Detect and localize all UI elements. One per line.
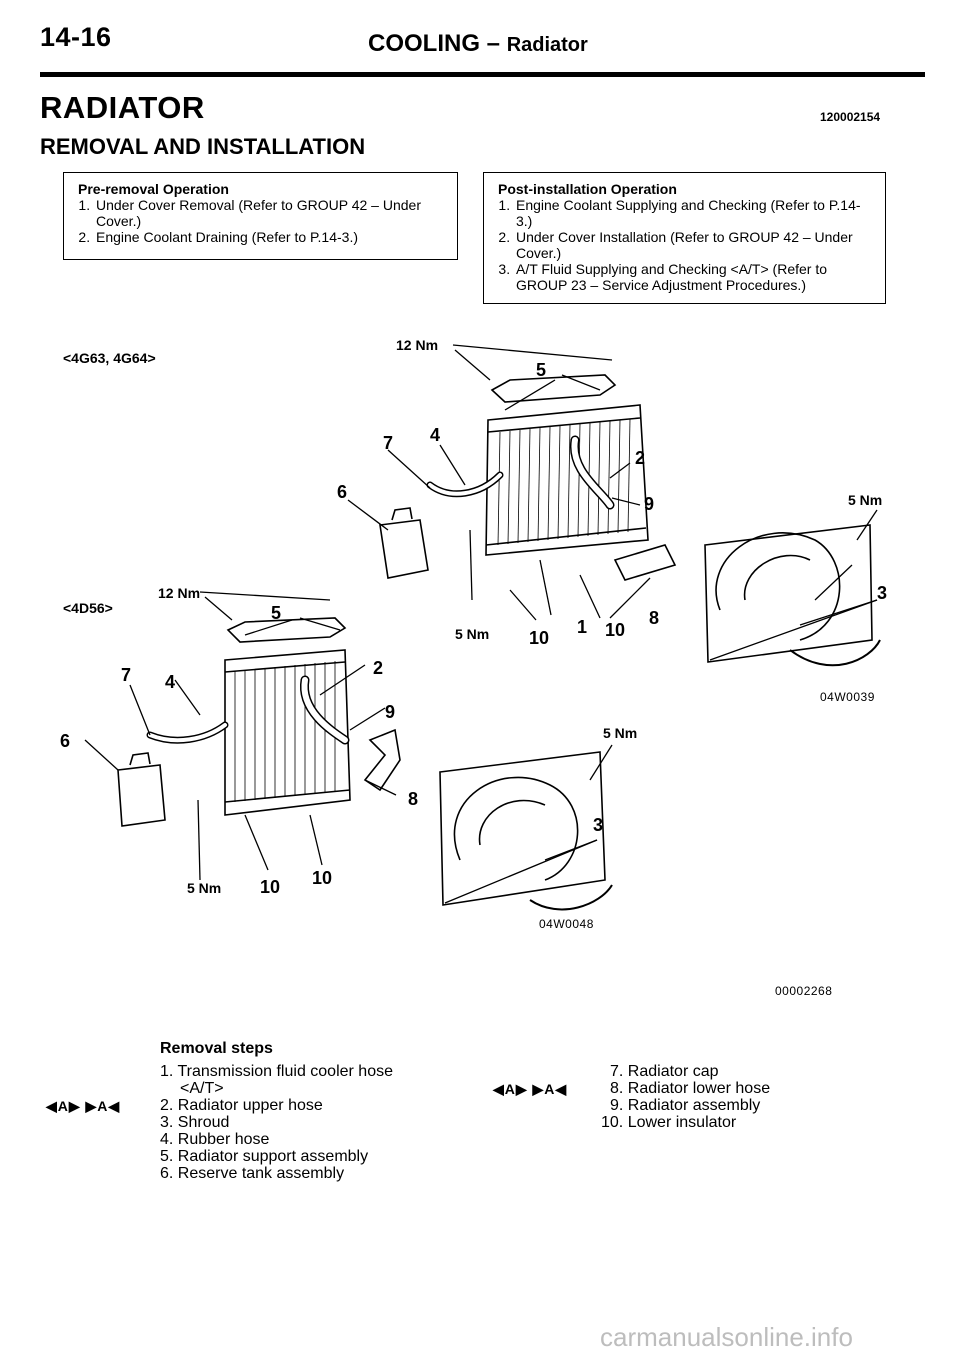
torque-label: 5 Nm xyxy=(848,492,883,508)
page-number: 14-16 xyxy=(40,22,112,52)
torque-label: 12 Nm xyxy=(396,337,439,353)
pre-removal-item: 2. Engine Coolant Draining (Refer to P.14-3.) xyxy=(94,229,447,245)
removal-step-item: 9. Radiator assembly xyxy=(610,1097,761,1114)
figure-code: 00002268 xyxy=(775,984,833,998)
removal-step-item: 6. Reserve tank assembly xyxy=(160,1165,345,1182)
callout-8: 8 xyxy=(649,608,660,628)
removal-steps-column-2 xyxy=(601,1063,771,1131)
removal-step-item: 8. Radiator lower hose xyxy=(610,1080,771,1097)
callout-2: 2 xyxy=(373,658,384,678)
post-installation-item: 3. A/T Fluid Supplying and Checking <A/T> (Refer to GROUP 23 – Service Adjustment Procedures.) xyxy=(514,261,875,293)
callout-10: 10 xyxy=(529,628,550,648)
header-title-main: COOLING – xyxy=(368,30,507,57)
callout-1: 1 xyxy=(577,617,588,637)
removal-step-item: 3. Shroud xyxy=(160,1114,230,1131)
torque-label: 5 Nm xyxy=(603,725,638,741)
callout-7: 7 xyxy=(121,665,132,685)
removal-step-item: 4. Rubber hose xyxy=(160,1131,270,1148)
callout-10: 10 xyxy=(605,620,626,640)
pre-removal-item: 1. Under Cover Removal (Refer to GROUP 42 – Under Cover.) xyxy=(94,197,447,229)
service-marker: ◀A▶ ▶A◀ xyxy=(46,1098,121,1114)
reserve-tank-upper xyxy=(380,508,428,578)
section-subtitle: REMOVAL AND INSTALLATION xyxy=(40,134,366,159)
callout-10: 10 xyxy=(260,877,281,897)
shroud-upper xyxy=(705,525,880,665)
figure-code: 04W0039 xyxy=(820,690,875,704)
callout-9: 9 xyxy=(385,702,396,722)
callout-10: 10 xyxy=(312,868,333,888)
post-installation-item: 1. Engine Coolant Supplying and Checking (Refer to P.14-3.) xyxy=(514,197,875,229)
removal-steps-column-1 xyxy=(160,1063,393,1182)
header-subtitle: Radiator xyxy=(506,34,588,56)
removal-steps-heading: Removal steps xyxy=(160,1040,273,1057)
callout-6: 6 xyxy=(337,482,348,502)
shroud-lower xyxy=(440,752,612,909)
removal-step-item: 5. Radiator support assembly xyxy=(160,1148,369,1165)
removal-step-item: 2. Radiator upper hose xyxy=(160,1097,323,1114)
figure-code: 04W0048 xyxy=(539,917,594,931)
callout-8: 8 xyxy=(408,789,419,809)
radiator-assembly-upper xyxy=(486,405,648,555)
callout-5: 5 xyxy=(271,603,282,623)
section-title: RADIATOR xyxy=(40,90,205,125)
callout-7: 7 xyxy=(383,433,394,453)
post-installation-heading: Post-installation Operation xyxy=(498,181,677,197)
callout-6: 6 xyxy=(60,731,71,751)
watermark: carmanualsonline.info xyxy=(600,1322,853,1352)
callout-3: 3 xyxy=(877,583,888,603)
callout-4: 4 xyxy=(165,672,176,692)
document-id: 120002154 xyxy=(820,110,881,124)
torque-label: 12 Nm xyxy=(158,585,201,601)
pre-removal-heading: Pre-removal Operation xyxy=(78,181,229,197)
lower-hose-upper xyxy=(615,545,675,580)
reserve-tank-lower xyxy=(118,753,165,826)
torque-label: 5 Nm xyxy=(187,880,222,896)
post-installation-item: 2. Under Cover Installation (Refer to GROUP 42 – Under Cover.) xyxy=(514,229,875,261)
removal-step-item: 7. Radiator cap xyxy=(610,1063,719,1080)
callout-2: 2 xyxy=(635,448,646,468)
callout-9: 9 xyxy=(644,494,655,514)
engine-label-4g63: <4G63, 4G64> xyxy=(63,350,156,366)
callout-5: 5 xyxy=(536,360,547,380)
removal-step-item: 1. Transmission fluid cooler hose xyxy=(160,1063,393,1080)
lower-hose-lower xyxy=(365,730,400,790)
torque-label: 5 Nm xyxy=(455,626,490,642)
removal-step-item: <A/T> xyxy=(180,1080,224,1097)
engine-label-4d56: <4D56> xyxy=(63,600,113,616)
callout-4: 4 xyxy=(430,425,441,445)
callout-3: 3 xyxy=(593,815,604,835)
removal-step-item: 10. Lower insulator xyxy=(601,1114,737,1131)
service-marker: ◀A▶ ▶A◀ xyxy=(493,1081,568,1097)
